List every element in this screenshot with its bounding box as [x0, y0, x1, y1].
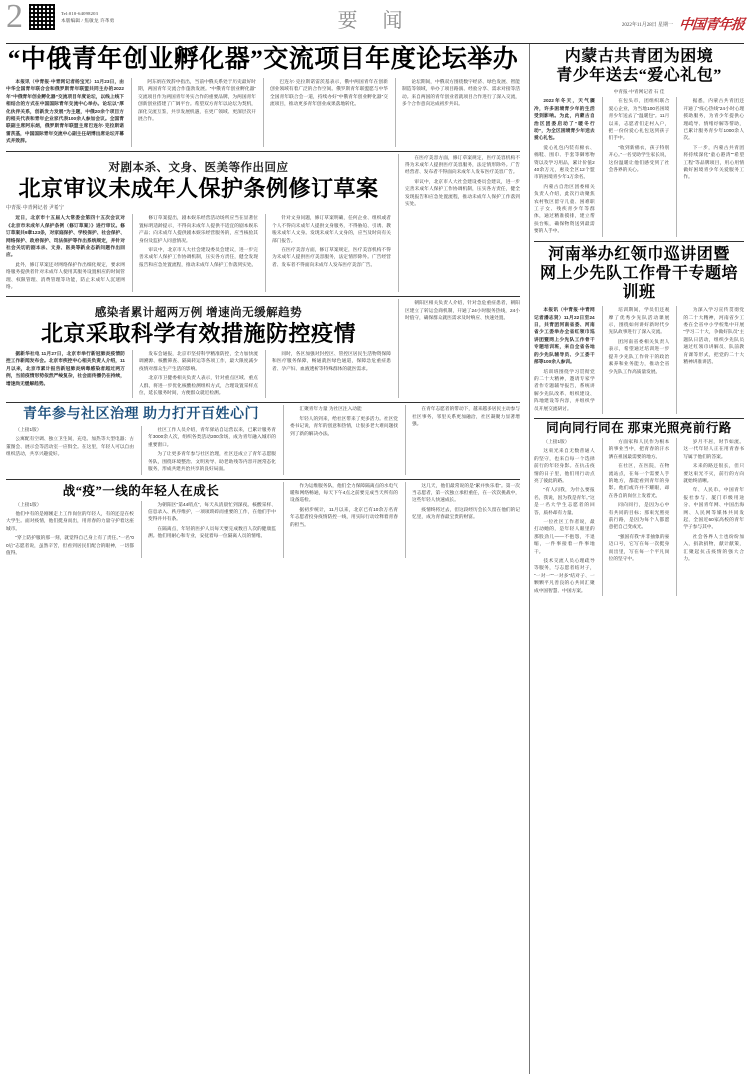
article-b1-columns	[534, 97, 744, 236]
article-b2-columns	[534, 306, 744, 414]
paragraph: 在青年志愿者的带动下，越来越多居民主动参与社区事务，邻里关系更加融洽，社区凝聚力显著增强。	[412, 406, 520, 427]
headline-line: 内蒙古共青团为困境	[564, 48, 714, 65]
column	[263, 78, 388, 147]
article-a4-layout	[6, 405, 520, 474]
column	[6, 214, 125, 292]
article-a2-headline[interactable]: 北京审议未成年人保护条例修订草案	[18, 175, 379, 201]
article-a3-shoulder: 感染者累计超两万例 增速尚无缓解趋势	[94, 307, 303, 320]
paragraph: 2022年冬天，天气骤冷，许多困境青少年的生活受到影响。为此，内蒙古自治区团委启动了“暖冬行动”，为全区困境青少年送去爱心礼包。	[534, 98, 595, 141]
paragraph: 年轻人的到来，给社区带来了更多活力。社区党委书记说，青年的创意和热情，让很多老大难问题找到了新的解决办法。	[290, 415, 398, 436]
column	[6, 426, 134, 474]
article-b3	[534, 421, 744, 596]
paragraph: 未来的路还很长，但只要这束光不灭，前行的方向就始终清晰。	[683, 463, 745, 483]
paragraph: 本报讯（中青报·中青网记者潘志贤）11月22日至24日，共青团河南省委、河南省少工委举办全省红领巾巡讲团暨网上少先队工作骨干专题培训班，来自全省各地的少先队辅导员、少工委干部等100余人参训。	[534, 307, 595, 365]
article-b2	[534, 245, 744, 414]
paragraph	[6, 426, 134, 433]
article-a5	[6, 482, 520, 559]
paragraph: 针对文身问题，修订草案明确，任何企业、组织或者个人不得向未成年人提供文身服务，不得胁迫、引诱、教唆未成年人文身。发现未成年人文身的，应当及时向有关部门报告。	[272, 215, 391, 243]
page-body	[6, 44, 744, 1074]
paragraph: “穿上防护服的那一刻，就觉得自己身上有了责任。”一名“00后”志愿者说，虽然辛苦，但看到居民们配合的眼神，一切都值得。	[6, 535, 134, 555]
paragraph: “有人问我，为什么要报名，我说，因为我是青年。”这是一名大学生志愿者的回答，质朴却有力量。	[534, 487, 595, 515]
column	[405, 482, 520, 559]
paragraph: 年、人民币。中国青年报社参与、厦门市级用途分、中国青年网、中国出海网、人民网等媒体共同发起，全国近60家高校的青年学子参与其中。	[683, 487, 745, 530]
paragraph: 北京市卫健委相关负责人表示，针对重点区域、重点人群，将进一步优化核酸检测组织方式，合理设置采样点位，延长服务时间，方便群众就近检测。	[139, 375, 258, 395]
column	[676, 438, 744, 596]
article-a2-byline: 中青报·中青网记者 尹希宁	[6, 206, 64, 212]
divider	[6, 402, 520, 403]
paragraph: 他们中有的是刚刚走上工作岗位的年轻人，有的还是在校大学生。面对疫情，他们挺身而出，用青春的力量守护着这座城市。	[6, 510, 134, 531]
article-a4-main	[6, 405, 276, 474]
article-b3-columns	[534, 438, 744, 596]
paragraph: 在医疗美容方面，修订草案规定，医疗美容机构不得为未成年人提供医疗美容服务，法定情形除外。广告经营者、发布者不得面向未成年人发布医疗美容广告。	[272, 246, 391, 267]
column	[6, 78, 124, 147]
paragraph: 内蒙古自治区团委相关负责人介绍，此次行动聚焦农村牧区留守儿童、困难职工子女、残疾青少年等群体，通过精准摸排，建立帮扶台账，确保物资送到最需要的人手中。	[534, 183, 595, 234]
headline-line: 青少年送去“爱心礼包”	[556, 67, 722, 85]
section-title-wrap	[6, 0, 744, 35]
paragraph: 审议中，北京市人大社会建设委员会建议，进一步完善未成年人保护工作协调机制，压实各方责任，健全发现报告和应急处置流程，推动未成年人保护工作落到实处。	[405, 178, 520, 207]
column	[283, 482, 398, 559]
column	[141, 501, 276, 559]
article-a2-shoulder: 对剧本杀、文身、医美等作出回应	[108, 161, 289, 174]
article-a3-columns	[6, 350, 391, 398]
paragraph: 技术交流人员心理疏导等服务，与志愿者结对子，“一对一”“一对多”结对子、一颗颗平凡善良的心共同汇聚成中国智慧、中国方案。	[534, 558, 595, 593]
left-zone	[6, 44, 525, 1074]
paragraph: 这束光来自无数普通人的坚守，也来自每一个选择前行的年轻身影。在抗击疫情的日子里，他们用行动点亮了彼此的路。	[534, 448, 595, 483]
column	[534, 306, 595, 414]
column	[395, 78, 520, 147]
column	[602, 438, 670, 596]
column	[6, 501, 134, 559]
paragraph: 发布会通报，北京市坚持科学精准防控，全力加快流调溯源、核酸筛查、隔离转运等各项工作，最大限度减少疫情对群众生产生活的影响。	[139, 350, 258, 371]
article-b1	[534, 47, 744, 237]
article-a2-sidecolumn	[398, 154, 520, 293]
divider	[534, 418, 744, 419]
paragraph: 同时，各区加强对封控区、管控区居民生活物资保障和医疗服务保障，畅通就医绿色通道，保障急危重症患者、孕产妇、血液透析等特殊群体的就医需求。	[272, 350, 391, 371]
column	[132, 350, 258, 398]
paragraph: 论坛期间，中俄双方围绕数字经济、绿色发展、智能制造等领域，举办了项目路演、经验分享、需求对接等活动。来自两国的青年创业者就项目合作进行了深入交流，多个合作意向达成初步共识。	[402, 79, 520, 107]
paragraph: 近日，北京市十五届人大常委会第四十五次会议对《北京市未成年人保护条例（修订草案）》进行审议。修订草案共9章123条，对家庭保护、学校保护、社会保护、网络保护、政府保护、司法保护等作出系统规定，并针对社会关切的剧本杀、文身、医美等新业态新问题作出回应。	[6, 215, 125, 258]
article-a2-layout	[6, 154, 520, 293]
column	[283, 405, 398, 474]
paragraph: 疫情终将过去，但这段经历会长久留在他们的记忆里，成为青春最宝贵的财富。	[412, 506, 520, 520]
divider	[534, 241, 744, 242]
article-a3-sidecolumn	[398, 299, 520, 398]
article-a2-columns	[6, 214, 391, 292]
article-a4-headline[interactable]: 青年参与社区治理 助力打开百姓心门	[23, 407, 259, 423]
paragraph: 为深入学习宣传贯彻党的二十大精神，河南省少工委在全省中小学校集中开展“学习二十大，争做好队员”主题队日活动，组织少先队员通过红领巾讲解员、队前教育课等形式，把党的二十大精神讲准讲活。	[683, 307, 745, 365]
paragraph: 修订草案提出，剧本娱乐经营活动场所应当在显著位置标明适龄提示，不得向未成年人提供不适宜的剧本娱乐产品；向未成年人提供剧本娱乐经营服务的，应当核验其身份及监护人同意情况。	[139, 215, 258, 243]
headline-line: 河南举办红领巾巡讲团暨	[548, 245, 730, 263]
article-a1-headline[interactable]: “中俄青年创业孵化器”交流项目年度论坛举办	[7, 46, 519, 73]
column	[534, 438, 595, 596]
page-number: 2	[6, 0, 23, 35]
paragraph	[534, 438, 595, 445]
article-a5-main	[6, 482, 276, 559]
column	[132, 214, 258, 292]
article-a5-columns	[6, 501, 276, 559]
article-a3-layout	[6, 299, 520, 398]
column	[602, 97, 670, 236]
article-a5-headline[interactable]: 战“疫”一线的年轻人在成长	[62, 483, 220, 498]
headline-line: 网上少先队工作骨干专题培训班	[539, 264, 738, 302]
paragraph: 团河南省委相关负责人表示，希望通过培训进一步提升少先队工作骨干的政治素养和业务能力，推动全省少先队工作高质量发展。	[608, 338, 670, 374]
paragraph: “收到新棉衣，孩子特别开心。”一名受助学生家长说，这份温暖让他们感受到了社会各界的关心。	[608, 144, 670, 173]
paragraph: 公寓配有空调、独立卫生间，充电、加热等大型电器；古董图会、展示会等活动室一应俱全。在这里，年轻人可以自由组织活动，共享兴趣爱好。	[6, 436, 134, 457]
article-b1-headline[interactable]	[534, 47, 744, 85]
paragraph: 一位社区工作者说，最打动她的，是年轻人眼里的那股劲儿——不抱怨，不退缩，一件事接着一件事地干。	[534, 519, 595, 554]
article-a4	[6, 405, 520, 474]
divider	[6, 296, 520, 297]
paragraph: 培训班围绕学习贯彻党的二十大精神，邀请专家学者作专题辅导报告，系统讲解少先队改革、组织建设、阵地建设等内容，并组织学员开展交流研讨。	[534, 368, 595, 411]
column	[141, 426, 276, 474]
paragraph: 同向同行，是因为心中有共同的目标；那束光照亮前行路，是因为每个人都愿意把自己变成光。	[608, 502, 670, 530]
masthead	[6, 0, 744, 42]
zone-divider	[529, 44, 530, 1074]
article-a1	[6, 46, 520, 147]
masthead-editors: 本版编辑 / 焦敏龙 许革勇	[61, 18, 115, 23]
continuation-marker: （上接1版）	[543, 438, 570, 444]
paragraph: 朝阳区相关负责人介绍，针对急危重症患者，朝阳区建立了转运会商机制，开通了24小时服务热线，24小时值守，确保群众就医需求及时响应、快速处置。	[405, 300, 520, 321]
column	[676, 97, 744, 236]
divider	[6, 151, 520, 152]
paragraph: 据初步统计，11月以来，北京已有10余万名青年志愿者投身疫情防控一线，用实际行动诠释着青春的担当。	[290, 506, 398, 527]
article-a4-columns	[6, 426, 276, 474]
paragraph: 方面家和人民作为根本的事业当中，把青春的汗水洒在祖国最需要的地方。	[608, 438, 670, 459]
paragraph: 为了让更多青年参与社区治理，社区还成立了青年志愿服务队，围绕环境整治、文明劝导、助老助残等内容开展常态化服务，形成共建共治共享的良好局面。	[148, 451, 276, 472]
paragraph: 爱心礼包内装有棉衣、棉鞋、围巾、手套等御寒物资以及学习用品，累计价值240余万元，惠及全区12个盟市的困境青少年1万余名。	[534, 144, 595, 180]
section-title: 要 闻	[337, 10, 413, 32]
article-b1-byline: 中青报·中青网记者 石 佳	[613, 90, 665, 96]
paragraph: 在社区，在医院，在物流站点，在每一个需要人手的地方，都能看到青年的身影。他们或许并不耀眼，却在各自的岗位上发着光。	[608, 463, 670, 498]
paragraph: 据悉，内蒙古共青团还开通了“疫心热线”24小时心理援助服务，为青少年提供心理疏导、情绪纾解等帮助，已累计服务青少年1000余人次。	[683, 98, 745, 141]
continuation-marker: （上接1版）	[15, 427, 42, 433]
paragraph	[6, 501, 134, 508]
paragraph: 在医疗美容方面，修订草案规定，医疗美容机构不得为未成年人提供医疗美容服务，法定情形除外。广告经营者、发布者不得面向未成年人发布医疗美容广告。	[405, 154, 520, 175]
right-zone	[534, 44, 744, 1074]
column	[676, 306, 744, 414]
column	[6, 350, 125, 398]
article-a2-main	[6, 154, 391, 293]
article-b2-headline[interactable]	[534, 245, 744, 303]
article-a3-main	[6, 299, 391, 398]
column	[405, 405, 520, 474]
paragraph: 在包头市，团组织联合爱心企业，为当地100名困境青少年送去了“温暖包”。11月以来，志愿者们走村入户，把一份份爱心礼包送到孩子们手中。	[608, 98, 670, 141]
column	[265, 214, 391, 292]
paragraph: 本报讯（中青报·中青网记者杨宝光）11月23日，由中华全国青年联合会和俄罗斯青年联盟共同主办的2022年“中俄青年创业孵化器”交流项目年度论坛，以线上线下相结合的方式在中国国际青年交流中心举办。论坛以“厚化伙伴关系，创新发力发展”为主题，中俄20余个项目方的相关代表和青年企业家代表100余人参加会议。全国青联副主席阿东炳，俄罗斯青年联盟主席巴连尔·克拉斯诺雷茨基，中国国际青年交流中心副主任胡博出席论坛开幕式并致辞。	[6, 79, 124, 144]
paragraph: 阿东炳在致辞中指出，当前中俄关系处于历史最好时期，两国青年交流合作蓬勃发展。“中俄青年创业孵化器”交流项目作为两国青年务实合作的重要品牌，为两国青年创新创业搭建了广阔平台。希望双方青年以论坛为契机，深化交流互鉴，共享发展机遇，在更广领域、更深层次开展合作。	[138, 79, 256, 122]
column	[265, 350, 391, 398]
article-a3	[6, 299, 520, 398]
article-a1-columns	[6, 78, 520, 147]
continuation-marker: （上接1版）	[15, 501, 42, 507]
column	[131, 78, 256, 147]
paragraph: 社区工作人员介绍，青年驿站自运营以来，已累计服务青年3000余人次，组织各类活动200余场，成为青年融入城市的重要窗口。	[148, 427, 276, 447]
paragraph: 据新华社电 11月27日，北京市举行新冠肺炎疫情防控工作新闻发布会。北京市疾控中心相关负责人介绍，11月以来，北京市累计报告新冠肺炎病毒感染者超过两万例，当前疫情形势依然严峻复杂，社会面传播仍在持续，增速尚无缓解趋势。	[6, 350, 125, 386]
article-a2	[6, 154, 520, 293]
paragraph: 审议中，北京市人大社会建设委员会建议，进一步完善未成年人保护工作协调机制，压实各方责任，健全发现报告和应急处置流程，推动未成年人保护工作落到实处。	[139, 246, 258, 267]
paragraph: “强国有我”并非抽象的豪迈口号，它写在每一次挺身而出里，写在每一个平凡岗位的坚守中。	[608, 533, 670, 562]
paragraph: 培训期间，学员们还观摩了优秀少先队活动课展示，围绕如何讲好新时代少先队故事进行了深入交流。	[608, 307, 670, 335]
paragraph: 社会各界人士也纷纷加入，捐款捐物，献计献策，汇聚起抗击疫情的强大合力。	[683, 533, 745, 562]
paragraph: 岁月不居，时节如流。这一代年轻人正在用青春书写属于他们的答案。	[683, 438, 745, 459]
publication-date: 2022年11月28日 星期一	[621, 22, 673, 28]
divider	[6, 479, 520, 480]
paragraph: 作为运维服务队，他们全力保障隔离点的水电气暖和网络畅通，每天下午4点之前要完成当天所有的设备巡检。	[290, 482, 398, 503]
paragraph: 巴连尔·克拉斯诺雷茨基表示，俄中两国青年在创新创业领域有着广泛的合作空间。俄罗斯青年联盟愿与中华全国青年联合会一道，持续办好“中俄青年创业孵化器”交流项目，推动更多青年创业成果落地转化。	[270, 79, 388, 107]
newspaper-logo: 中国青年报	[678, 18, 745, 33]
article-a3-headline[interactable]: 北京采取科学有效措施防控疫情	[40, 321, 356, 347]
paragraph: 这几天，他们最常说的是“累并快乐着”。第一次当志愿者，第一次独立承担重任，在一次次挑战中，这些年轻人快速成长。	[412, 482, 520, 503]
masthead-tel: Tel:010-64098203	[61, 11, 99, 16]
paragraph: 下一步，内蒙古共青团将持续深化“童心港湾”“希望工程”等品牌项目，用心用情做好困境青少年关爱服务工作。	[683, 144, 745, 180]
article-b3-headline[interactable]: 同向同行同在 那束光照亮前行路	[546, 420, 732, 435]
paragraph: 此外，修订草案还对网络保护作出细化规定，要求网络服务提供者针对未成年人使用其服务设置相应的时间管理、权限管理、消费管理等功能，防止未成年人沉迷网络。	[6, 261, 125, 289]
column	[534, 97, 595, 236]
column	[602, 306, 670, 414]
paragraph: 为朝阳区“第44哨点”，每天从清晨忙到深夜。核酸采样、信息录入、秩序维护，一项项琐碎而重要的工作，在他们手中变得井井有条。	[148, 501, 276, 522]
article-a5-layout	[6, 482, 520, 559]
paragraph: 汇聚青年力量 为社区注入动能	[299, 406, 362, 412]
paragraph: 在隔离点，年轻的医护人员每天要完成数百人次的健康监测。他们用耐心和专业，安抚着每一位隔离人员的情绪。	[148, 525, 276, 539]
